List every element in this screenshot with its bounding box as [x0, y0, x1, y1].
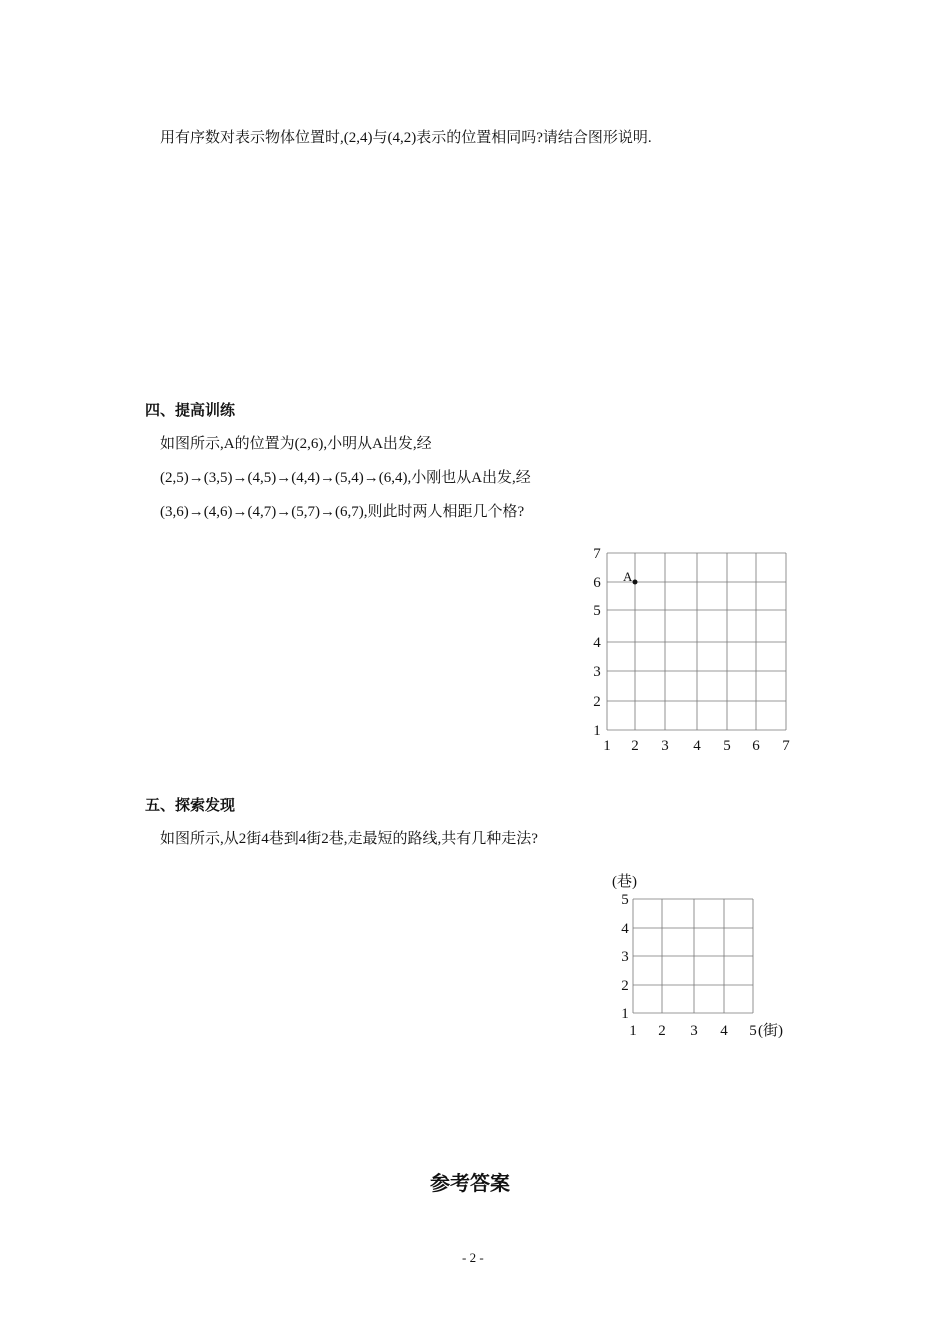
x-tick-label: 3 [690, 1023, 698, 1039]
question-intro: 用有序数对表示物体位置时,(2,4)与(4,2)表示的位置相同吗?请结合图形说明. [160, 130, 652, 146]
y-tick-label: 1 [621, 1006, 629, 1022]
section-4-line-2: (2,5)→(3,5)→(4,5)→(4,4)→(5,4)→(6,4),小刚也从A出发,经 [160, 470, 531, 486]
section-5-heading: 五、探索发现 [145, 796, 236, 814]
y-tick-label: 1 [593, 723, 601, 739]
y-tick-label: 5 [621, 892, 629, 908]
x-tick-label: 1 [603, 738, 611, 754]
answer-title: 参考答案 [430, 1171, 510, 1195]
page-number: - 2 - [462, 1250, 484, 1265]
x-tick-label: 4 [693, 738, 701, 754]
section-5-line-1: 如图所示,从2街4巷到4街2巷,走最短的路线,共有几种走法? [160, 831, 538, 847]
point-a-label: A [623, 569, 633, 584]
x-tick-label: 5 [749, 1023, 757, 1039]
x-tick-label: 4 [720, 1023, 728, 1039]
section-4-heading: 四、提高训练 [145, 401, 236, 419]
y-tick-label: 4 [621, 921, 629, 937]
y-tick-label: 6 [593, 575, 601, 591]
y-axis-unit-label: (巷) [612, 874, 637, 890]
x-tick-label: 6 [752, 738, 760, 754]
y-tick-label: 2 [621, 978, 629, 994]
y-tick-label: 4 [593, 635, 601, 651]
y-tick-label: 3 [621, 949, 629, 965]
grid-figure-2 [605, 865, 805, 1045]
y-tick-label: 3 [593, 664, 601, 680]
x-tick-label: 5 [723, 738, 731, 754]
point-a-marker [633, 580, 638, 585]
x-axis-unit-label: (街) [758, 1023, 783, 1039]
grid-figure-1 [585, 540, 800, 760]
x-tick-label: 2 [658, 1023, 666, 1039]
x-tick-label: 3 [661, 738, 669, 754]
x-tick-label: 1 [629, 1023, 637, 1039]
y-tick-label: 2 [593, 694, 601, 710]
section-4-line-3: (3,6)→(4,6)→(4,7)→(5,7)→(6,7),则此时两人相距几个格? [160, 504, 525, 520]
section-4-line-1: 如图所示,A的位置为(2,6),小明从A出发,经 [160, 436, 432, 452]
x-tick-label: 7 [782, 738, 790, 754]
x-tick-label: 2 [631, 738, 639, 754]
y-tick-label: 7 [593, 546, 601, 562]
y-tick-label: 5 [593, 603, 601, 619]
